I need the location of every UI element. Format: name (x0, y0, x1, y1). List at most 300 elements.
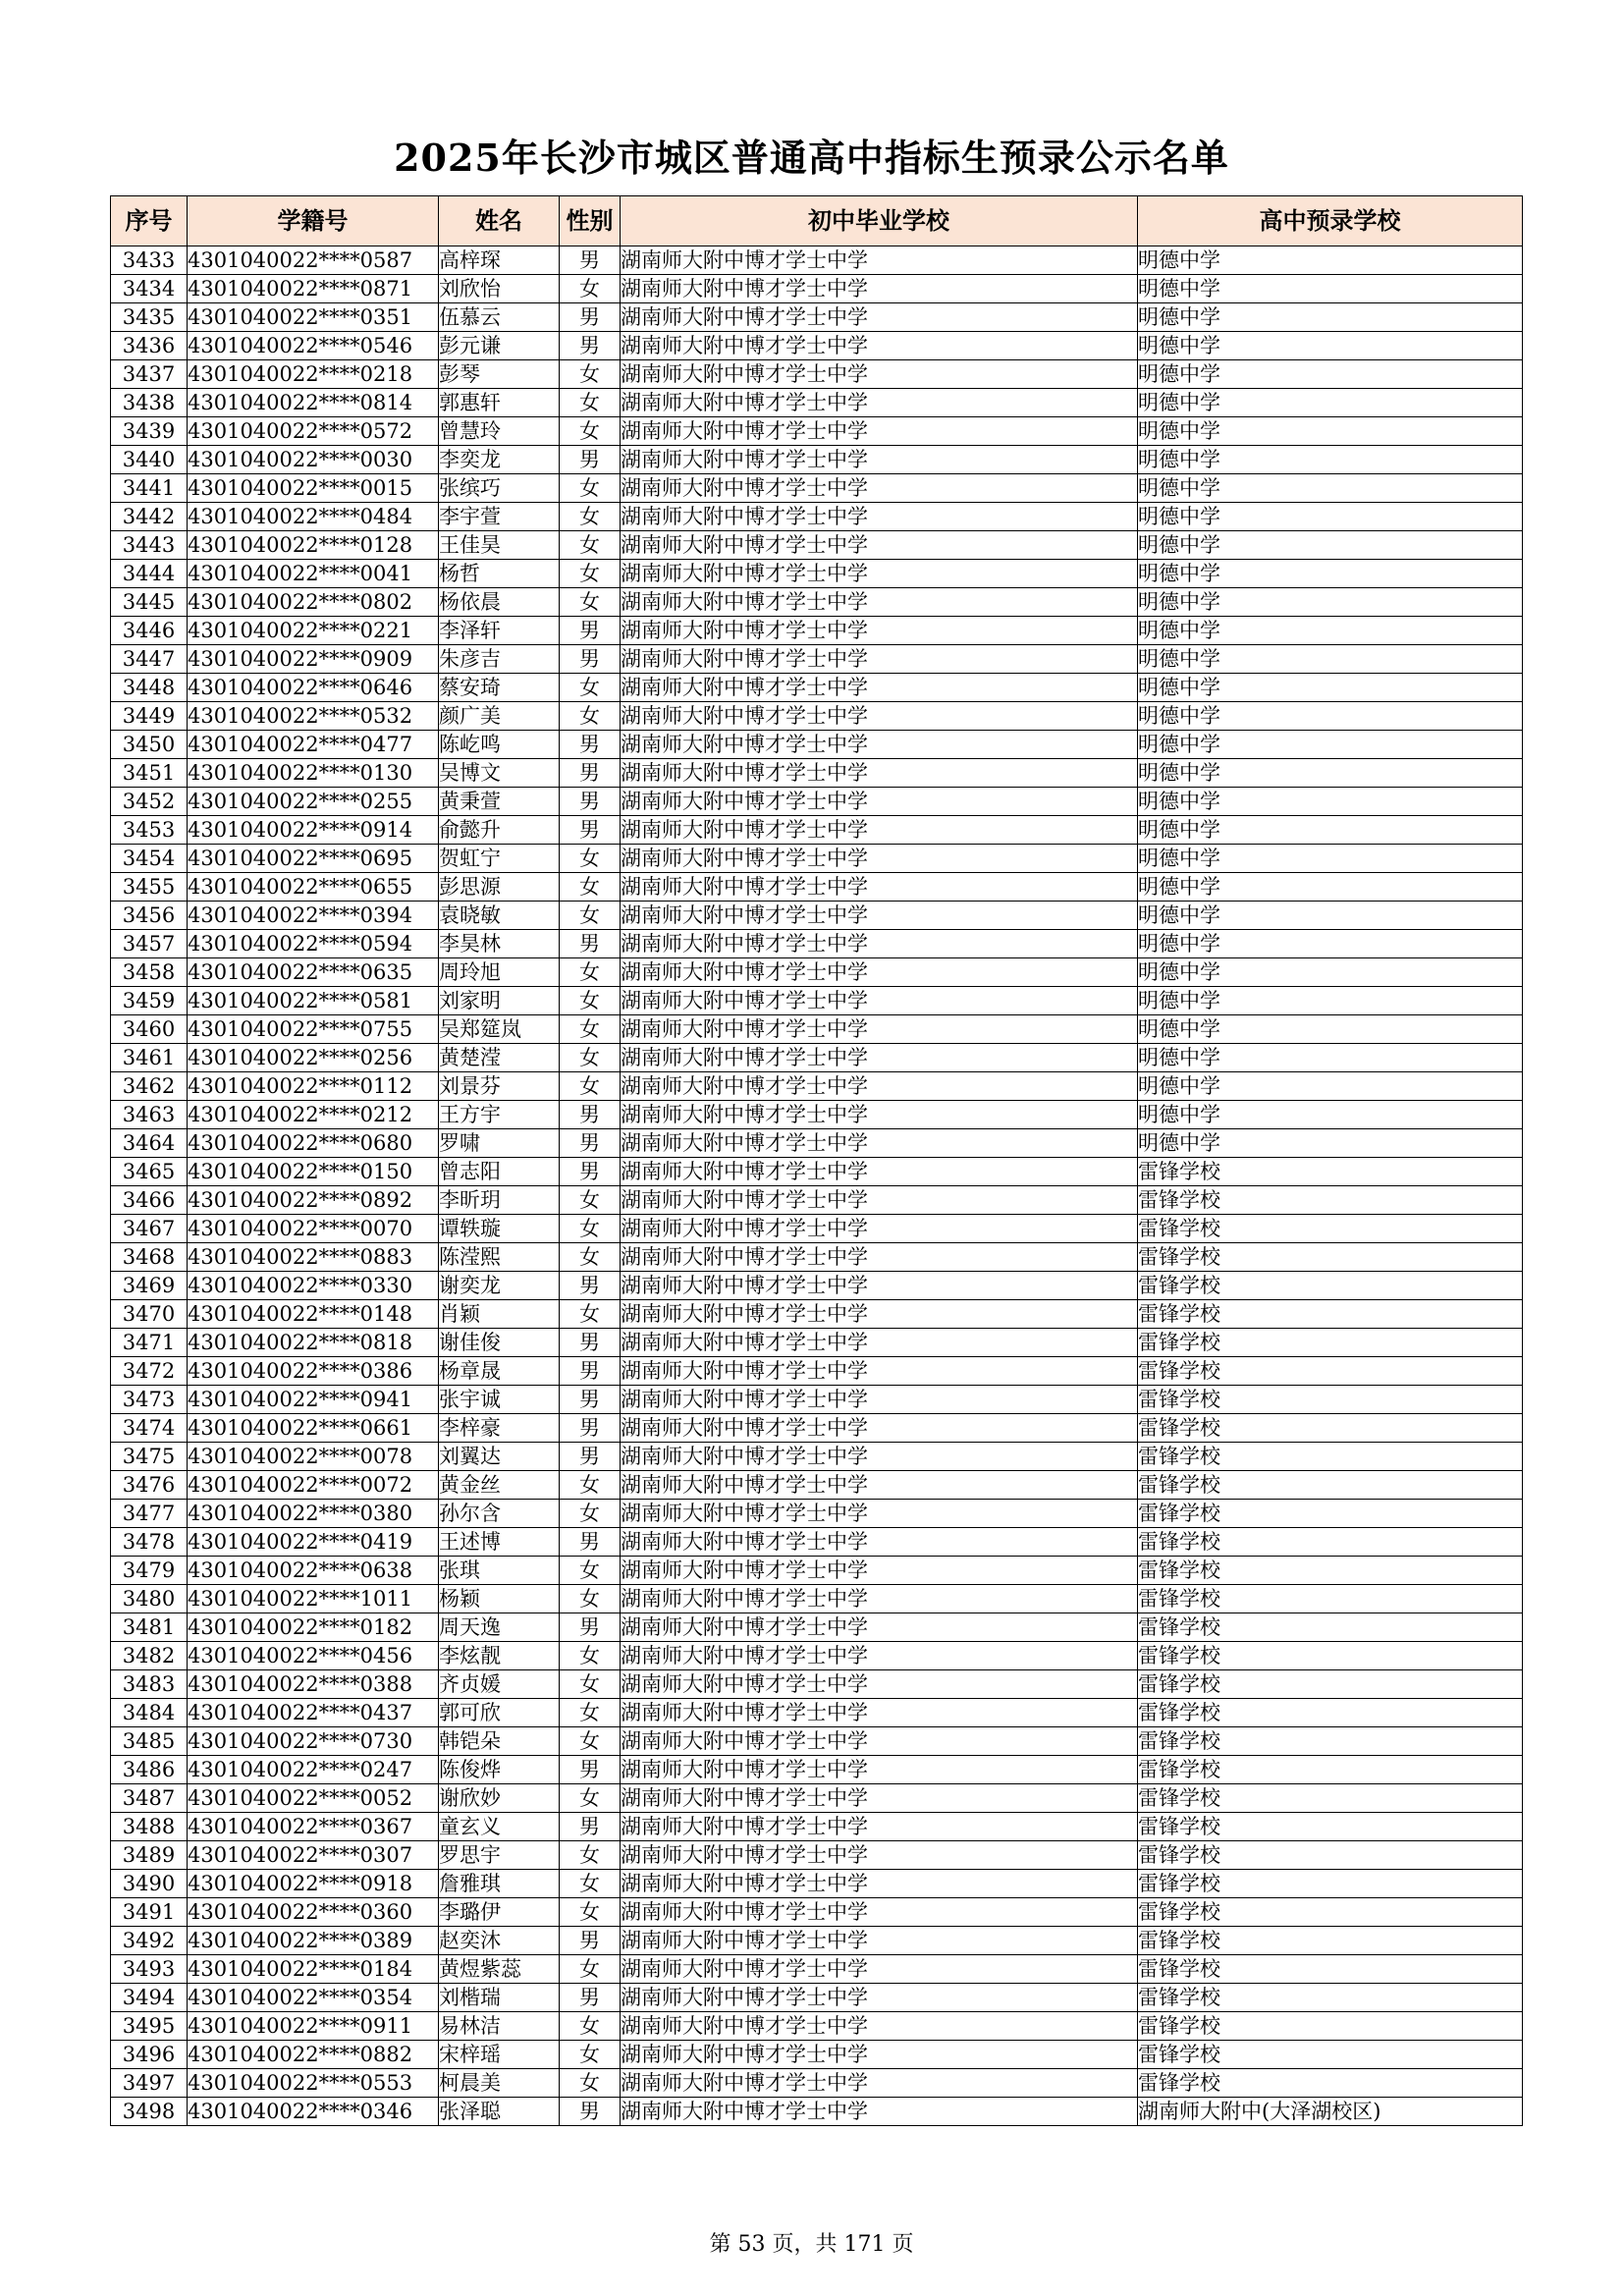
table-row (111, 1129, 1523, 1158)
seq-cell: 3447 (111, 645, 188, 674)
junior-school-cell: 湖南师大附中博才学士中学 (621, 1870, 1138, 1898)
table-row (111, 1841, 1523, 1870)
gender-cell: 女 (560, 1015, 621, 1044)
student-id-cell: 4301040022****0041 (188, 560, 439, 588)
table-row (111, 2098, 1523, 2126)
junior-school-cell: 湖南师大附中博才学士中学 (621, 1670, 1138, 1699)
student-id-cell: 4301040022****0351 (188, 303, 439, 332)
name-cell: 蔡安琦 (439, 674, 560, 702)
junior-school-cell: 湖南师大附中博才学士中学 (621, 303, 1138, 332)
junior-school-cell: 湖南师大附中博才学士中学 (621, 1813, 1138, 1841)
seq-cell: 3467 (111, 1215, 188, 1243)
gender-cell: 男 (560, 2098, 621, 2126)
seq-cell: 3471 (111, 1329, 188, 1357)
gender-cell: 男 (560, 446, 621, 474)
gender-cell: 男 (560, 731, 621, 759)
junior-school-cell: 湖南师大附中博才学士中学 (621, 2098, 1138, 2126)
junior-school-cell: 湖南师大附中博才学士中学 (621, 1955, 1138, 1984)
junior-school-cell: 湖南师大附中博才学士中学 (621, 617, 1138, 645)
table-row (111, 1243, 1523, 1272)
seq-cell: 3433 (111, 246, 188, 275)
table-row (111, 2041, 1523, 2069)
senior-school-cell: 明德中学 (1138, 446, 1523, 474)
table-row (111, 1642, 1523, 1670)
gender-cell: 男 (560, 617, 621, 645)
student-id-cell: 4301040022****0128 (188, 531, 439, 560)
seq-cell: 3455 (111, 873, 188, 902)
seq-cell: 3462 (111, 1072, 188, 1101)
seq-cell: 3486 (111, 1756, 188, 1784)
name-cell: 王佳昊 (439, 531, 560, 560)
senior-school-cell: 雷锋学校 (1138, 1414, 1523, 1443)
senior-school-cell: 雷锋学校 (1138, 1756, 1523, 1784)
name-cell: 张缤巧 (439, 474, 560, 503)
senior-school-cell: 明德中学 (1138, 1015, 1523, 1044)
name-cell: 周玲旭 (439, 958, 560, 987)
seq-cell: 3438 (111, 389, 188, 417)
student-id-cell: 4301040022****0388 (188, 1670, 439, 1699)
gender-cell: 男 (560, 1386, 621, 1414)
name-cell: 王述博 (439, 1528, 560, 1557)
senior-school-cell: 明德中学 (1138, 1044, 1523, 1072)
seq-cell: 3479 (111, 1557, 188, 1585)
seq-cell: 3473 (111, 1386, 188, 1414)
seq-cell: 3487 (111, 1784, 188, 1813)
table-row (111, 246, 1523, 275)
seq-cell: 3476 (111, 1471, 188, 1500)
seq-cell: 3494 (111, 1984, 188, 2012)
name-cell: 黄楚滢 (439, 1044, 560, 1072)
gender-cell: 女 (560, 1670, 621, 1699)
name-cell: 谢佳俊 (439, 1329, 560, 1357)
seq-cell: 3441 (111, 474, 188, 503)
gender-cell: 女 (560, 1699, 621, 1727)
junior-school-cell: 湖南师大附中博才学士中学 (621, 1613, 1138, 1642)
senior-school-cell: 明德中学 (1138, 560, 1523, 588)
name-cell: 柯晨美 (439, 2069, 560, 2098)
gender-cell: 男 (560, 1357, 621, 1386)
name-cell: 刘楷瑞 (439, 1984, 560, 2012)
name-cell: 韩铠朵 (439, 1727, 560, 1756)
name-cell: 袁晓敏 (439, 902, 560, 930)
senior-school-cell: 明德中学 (1138, 1129, 1523, 1158)
student-id-cell: 4301040022****0367 (188, 1813, 439, 1841)
gender-cell: 女 (560, 531, 621, 560)
senior-school-cell: 雷锋学校 (1138, 1784, 1523, 1813)
table-row (111, 645, 1523, 674)
table-row (111, 531, 1523, 560)
gender-cell: 男 (560, 1613, 621, 1642)
name-cell: 李梓豪 (439, 1414, 560, 1443)
name-cell: 俞懿升 (439, 816, 560, 845)
junior-school-cell: 湖南师大附中博才学士中学 (621, 1585, 1138, 1613)
gender-cell: 女 (560, 275, 621, 303)
gender-cell: 男 (560, 1272, 621, 1300)
table-row (111, 845, 1523, 873)
table-row (111, 1386, 1523, 1414)
gender-cell: 女 (560, 987, 621, 1015)
name-cell: 黄秉萱 (439, 788, 560, 816)
table-row (111, 1414, 1523, 1443)
senior-school-cell: 明德中学 (1138, 759, 1523, 788)
student-id-cell: 4301040022****0594 (188, 930, 439, 958)
table-row (111, 389, 1523, 417)
table-row (111, 1784, 1523, 1813)
senior-school-cell: 明德中学 (1138, 1101, 1523, 1129)
gender-cell: 男 (560, 1927, 621, 1955)
name-cell: 伍慕云 (439, 303, 560, 332)
student-id-cell: 4301040022****0052 (188, 1784, 439, 1813)
table-row (111, 1870, 1523, 1898)
junior-school-cell: 湖南师大附中博才学士中学 (621, 1898, 1138, 1927)
seq-cell: 3434 (111, 275, 188, 303)
junior-school-cell: 湖南师大附中博才学士中学 (621, 275, 1138, 303)
admission-list-table (110, 195, 1523, 2126)
seq-cell: 3497 (111, 2069, 188, 2098)
seq-cell: 3445 (111, 588, 188, 617)
junior-school-cell: 湖南师大附中博才学士中学 (621, 759, 1138, 788)
name-cell: 吴郑筵岚 (439, 1015, 560, 1044)
seq-cell: 3492 (111, 1927, 188, 1955)
seq-cell: 3459 (111, 987, 188, 1015)
senior-school-cell: 雷锋学校 (1138, 1329, 1523, 1357)
junior-school-cell: 湖南师大附中博才学士中学 (621, 588, 1138, 617)
table-row (111, 902, 1523, 930)
table-row (111, 1329, 1523, 1357)
gender-cell: 男 (560, 816, 621, 845)
student-id-cell: 4301040022****0661 (188, 1414, 439, 1443)
gender-cell: 男 (560, 930, 621, 958)
student-id-cell: 4301040022****0581 (188, 987, 439, 1015)
gender-cell: 男 (560, 1329, 621, 1357)
junior-school-cell: 湖南师大附中博才学士中学 (621, 958, 1138, 987)
seq-cell: 3454 (111, 845, 188, 873)
seq-cell: 3488 (111, 1813, 188, 1841)
junior-school-cell: 湖南师大附中博才学士中学 (621, 845, 1138, 873)
name-cell: 陈俊烨 (439, 1756, 560, 1784)
student-id-cell: 4301040022****0638 (188, 1557, 439, 1585)
senior-school-cell: 明德中学 (1138, 702, 1523, 731)
student-id-cell: 4301040022****0646 (188, 674, 439, 702)
gender-cell: 女 (560, 1300, 621, 1329)
gender-cell: 女 (560, 958, 621, 987)
junior-school-cell: 湖南师大附中博才学士中学 (621, 1528, 1138, 1557)
seq-cell: 3464 (111, 1129, 188, 1158)
student-id-cell: 4301040022****0655 (188, 873, 439, 902)
gender-cell: 男 (560, 1101, 621, 1129)
student-id-cell: 4301040022****0892 (188, 1186, 439, 1215)
name-cell: 周天逸 (439, 1613, 560, 1642)
gender-cell: 女 (560, 1784, 621, 1813)
table-row (111, 1500, 1523, 1528)
junior-school-cell: 湖南师大附中博才学士中学 (621, 1186, 1138, 1215)
gender-cell: 女 (560, 674, 621, 702)
gender-cell: 女 (560, 1727, 621, 1756)
senior-school-cell: 明德中学 (1138, 645, 1523, 674)
junior-school-cell: 湖南师大附中博才学士中学 (621, 645, 1138, 674)
table-row (111, 816, 1523, 845)
name-cell: 黄煜紫蕊 (439, 1955, 560, 1984)
gender-cell: 女 (560, 1585, 621, 1613)
senior-school-cell: 雷锋学校 (1138, 1215, 1523, 1243)
junior-school-cell: 湖南师大附中博才学士中学 (621, 1272, 1138, 1300)
junior-school-cell: 湖南师大附中博才学士中学 (621, 674, 1138, 702)
gender-cell: 女 (560, 2069, 621, 2098)
student-id-cell: 4301040022****0247 (188, 1756, 439, 1784)
student-id-cell: 4301040022****0914 (188, 816, 439, 845)
junior-school-cell: 湖南师大附中博才学士中学 (621, 702, 1138, 731)
junior-school-cell: 湖南师大附中博才学士中学 (621, 531, 1138, 560)
gender-cell: 女 (560, 1870, 621, 1898)
col-header-gender: 性别 (560, 196, 621, 246)
student-id-cell: 4301040022****1011 (188, 1585, 439, 1613)
seq-cell: 3496 (111, 2041, 188, 2069)
senior-school-cell: 雷锋学校 (1138, 2012, 1523, 2041)
table-row (111, 360, 1523, 389)
name-cell: 黄金丝 (439, 1471, 560, 1500)
gender-cell: 男 (560, 1984, 621, 2012)
student-id-cell: 4301040022****0030 (188, 446, 439, 474)
name-cell: 刘翼达 (439, 1443, 560, 1471)
name-cell: 谢欣妙 (439, 1784, 560, 1813)
student-id-cell: 4301040022****0909 (188, 645, 439, 674)
gender-cell: 女 (560, 1841, 621, 1870)
col-header-junior-school: 初中毕业学校 (621, 196, 1138, 246)
senior-school-cell: 雷锋学校 (1138, 1557, 1523, 1585)
name-cell: 彭琴 (439, 360, 560, 389)
seq-cell: 3452 (111, 788, 188, 816)
table-row (111, 1158, 1523, 1186)
senior-school-cell: 雷锋学校 (1138, 1585, 1523, 1613)
seq-cell: 3482 (111, 1642, 188, 1670)
student-id-cell: 4301040022****0307 (188, 1841, 439, 1870)
student-id-cell: 4301040022****0148 (188, 1300, 439, 1329)
seq-cell: 3451 (111, 759, 188, 788)
name-cell: 曾志阳 (439, 1158, 560, 1186)
gender-cell: 女 (560, 1642, 621, 1670)
table-row (111, 275, 1523, 303)
seq-cell: 3484 (111, 1699, 188, 1727)
table-row (111, 1272, 1523, 1300)
gender-cell: 女 (560, 588, 621, 617)
name-cell: 张琪 (439, 1557, 560, 1585)
junior-school-cell: 湖南师大附中博才学士中学 (621, 1841, 1138, 1870)
table-row (111, 588, 1523, 617)
senior-school-cell: 雷锋学校 (1138, 1670, 1523, 1699)
senior-school-cell: 雷锋学校 (1138, 2069, 1523, 2098)
junior-school-cell: 湖南师大附中博才学士中学 (621, 1784, 1138, 1813)
table-row (111, 417, 1523, 446)
senior-school-cell: 明德中学 (1138, 503, 1523, 531)
senior-school-cell: 明德中学 (1138, 873, 1523, 902)
senior-school-cell: 雷锋学校 (1138, 1984, 1523, 2012)
junior-school-cell: 湖南师大附中博才学士中学 (621, 873, 1138, 902)
gender-cell: 男 (560, 303, 621, 332)
student-id-cell: 4301040022****0553 (188, 2069, 439, 2098)
table-row (111, 1357, 1523, 1386)
student-id-cell: 4301040022****0112 (188, 1072, 439, 1101)
senior-school-cell: 明德中学 (1138, 332, 1523, 360)
seq-cell: 3493 (111, 1955, 188, 1984)
junior-school-cell: 湖南师大附中博才学士中学 (621, 902, 1138, 930)
senior-school-cell: 明德中学 (1138, 303, 1523, 332)
table-row (111, 731, 1523, 759)
senior-school-cell: 雷锋学校 (1138, 1500, 1523, 1528)
gender-cell: 女 (560, 389, 621, 417)
junior-school-cell: 湖南师大附中博才学士中学 (621, 816, 1138, 845)
junior-school-cell: 湖南师大附中博才学士中学 (621, 1443, 1138, 1471)
student-id-cell: 4301040022****0386 (188, 1357, 439, 1386)
seq-cell: 3458 (111, 958, 188, 987)
gender-cell: 女 (560, 2012, 621, 2041)
name-cell: 易林洁 (439, 2012, 560, 2041)
table-row (111, 1613, 1523, 1642)
name-cell: 李宇萱 (439, 503, 560, 531)
name-cell: 李璐伊 (439, 1898, 560, 1927)
table-row (111, 1015, 1523, 1044)
junior-school-cell: 湖南师大附中博才学士中学 (621, 1072, 1138, 1101)
junior-school-cell: 湖南师大附中博才学士中学 (621, 1557, 1138, 1585)
seq-cell: 3468 (111, 1243, 188, 1272)
name-cell: 颜广美 (439, 702, 560, 731)
senior-school-cell: 明德中学 (1138, 845, 1523, 873)
col-header-senior-school: 高中预录学校 (1138, 196, 1523, 246)
student-id-cell: 4301040022****0911 (188, 2012, 439, 2041)
gender-cell: 男 (560, 246, 621, 275)
table-row (111, 2012, 1523, 2041)
gender-cell: 男 (560, 645, 621, 674)
junior-school-cell: 湖南师大附中博才学士中学 (621, 474, 1138, 503)
student-id-cell: 4301040022****0218 (188, 360, 439, 389)
senior-school-cell: 雷锋学校 (1138, 1528, 1523, 1557)
col-header-student-id: 学籍号 (188, 196, 439, 246)
junior-school-cell: 湖南师大附中博才学士中学 (621, 2012, 1138, 2041)
senior-school-cell: 雷锋学校 (1138, 1870, 1523, 1898)
senior-school-cell: 明德中学 (1138, 788, 1523, 816)
junior-school-cell: 湖南师大附中博才学士中学 (621, 1243, 1138, 1272)
table-row (111, 1984, 1523, 2012)
page-title: 2025年长沙市城区普通高中指标生预录公示名单 (394, 136, 1229, 180)
gender-cell: 女 (560, 1215, 621, 1243)
student-id-cell: 4301040022****0389 (188, 1927, 439, 1955)
table-row (111, 788, 1523, 816)
name-cell: 童玄义 (439, 1813, 560, 1841)
gender-cell: 女 (560, 474, 621, 503)
senior-school-cell: 雷锋学校 (1138, 1386, 1523, 1414)
seq-cell: 3498 (111, 2098, 188, 2126)
student-id-cell: 4301040022****0484 (188, 503, 439, 531)
name-cell: 赵奕沐 (439, 1927, 560, 1955)
seq-cell: 3481 (111, 1613, 188, 1642)
student-id-cell: 4301040022****0818 (188, 1329, 439, 1357)
seq-cell: 3474 (111, 1414, 188, 1443)
senior-school-cell: 明德中学 (1138, 958, 1523, 987)
name-cell: 郭可欣 (439, 1699, 560, 1727)
table-row (111, 1186, 1523, 1215)
senior-school-cell: 明德中学 (1138, 902, 1523, 930)
senior-school-cell: 雷锋学校 (1138, 1813, 1523, 1841)
seq-cell: 3485 (111, 1727, 188, 1756)
name-cell: 齐贞媛 (439, 1670, 560, 1699)
junior-school-cell: 湖南师大附中博才学士中学 (621, 930, 1138, 958)
seq-cell: 3435 (111, 303, 188, 332)
senior-school-cell: 明德中学 (1138, 474, 1523, 503)
name-cell: 詹雅琪 (439, 1870, 560, 1898)
junior-school-cell: 湖南师大附中博才学士中学 (621, 1357, 1138, 1386)
senior-school-cell: 明德中学 (1138, 531, 1523, 560)
seq-cell: 3448 (111, 674, 188, 702)
senior-school-cell: 明德中学 (1138, 674, 1523, 702)
name-cell: 彭元谦 (439, 332, 560, 360)
gender-cell: 男 (560, 788, 621, 816)
col-header-seq: 序号 (111, 196, 188, 246)
senior-school-cell: 雷锋学校 (1138, 1300, 1523, 1329)
senior-school-cell: 雷锋学校 (1138, 1158, 1523, 1186)
table-row (111, 1215, 1523, 1243)
name-cell: 张宇诚 (439, 1386, 560, 1414)
table-row (111, 1813, 1523, 1841)
table-row (111, 1670, 1523, 1699)
name-cell: 杨依晨 (439, 588, 560, 617)
gender-cell: 女 (560, 702, 621, 731)
senior-school-cell: 明德中学 (1138, 1072, 1523, 1101)
student-id-cell: 4301040022****0346 (188, 2098, 439, 2126)
seq-cell: 3460 (111, 1015, 188, 1044)
student-id-cell: 4301040022****0546 (188, 332, 439, 360)
name-cell: 孙尔含 (439, 1500, 560, 1528)
junior-school-cell: 湖南师大附中博才学士中学 (621, 1300, 1138, 1329)
name-cell: 曾慧玲 (439, 417, 560, 446)
seq-cell: 3495 (111, 2012, 188, 2041)
name-cell: 王方宇 (439, 1101, 560, 1129)
senior-school-cell: 雷锋学校 (1138, 1471, 1523, 1500)
name-cell: 刘家明 (439, 987, 560, 1015)
gender-cell: 男 (560, 332, 621, 360)
table-row (111, 503, 1523, 531)
student-id-cell: 4301040022****0883 (188, 1243, 439, 1272)
seq-cell: 3453 (111, 816, 188, 845)
table-row (111, 446, 1523, 474)
student-id-cell: 4301040022****0419 (188, 1528, 439, 1557)
table-row (111, 1471, 1523, 1500)
name-cell: 李奕龙 (439, 446, 560, 474)
junior-school-cell: 湖南师大附中博才学士中学 (621, 731, 1138, 759)
senior-school-cell: 雷锋学校 (1138, 1186, 1523, 1215)
seq-cell: 3439 (111, 417, 188, 446)
seq-cell: 3480 (111, 1585, 188, 1613)
seq-cell: 3470 (111, 1300, 188, 1329)
table-row (111, 1727, 1523, 1756)
table-row (111, 759, 1523, 788)
seq-cell: 3466 (111, 1186, 188, 1215)
table-row (111, 617, 1523, 645)
gender-cell: 男 (560, 759, 621, 788)
seq-cell: 3490 (111, 1870, 188, 1898)
table-row (111, 1528, 1523, 1557)
student-id-cell: 4301040022****0587 (188, 246, 439, 275)
name-cell: 杨章晟 (439, 1357, 560, 1386)
junior-school-cell: 湖南师大附中博才学士中学 (621, 1215, 1138, 1243)
student-id-cell: 4301040022****0184 (188, 1955, 439, 1984)
junior-school-cell: 湖南师大附中博才学士中学 (621, 1101, 1138, 1129)
student-id-cell: 4301040022****0871 (188, 275, 439, 303)
senior-school-cell: 明德中学 (1138, 389, 1523, 417)
seq-cell: 3443 (111, 531, 188, 560)
name-cell: 杨颖 (439, 1585, 560, 1613)
senior-school-cell: 雷锋学校 (1138, 1642, 1523, 1670)
senior-school-cell: 明德中学 (1138, 588, 1523, 617)
table-row (111, 1044, 1523, 1072)
